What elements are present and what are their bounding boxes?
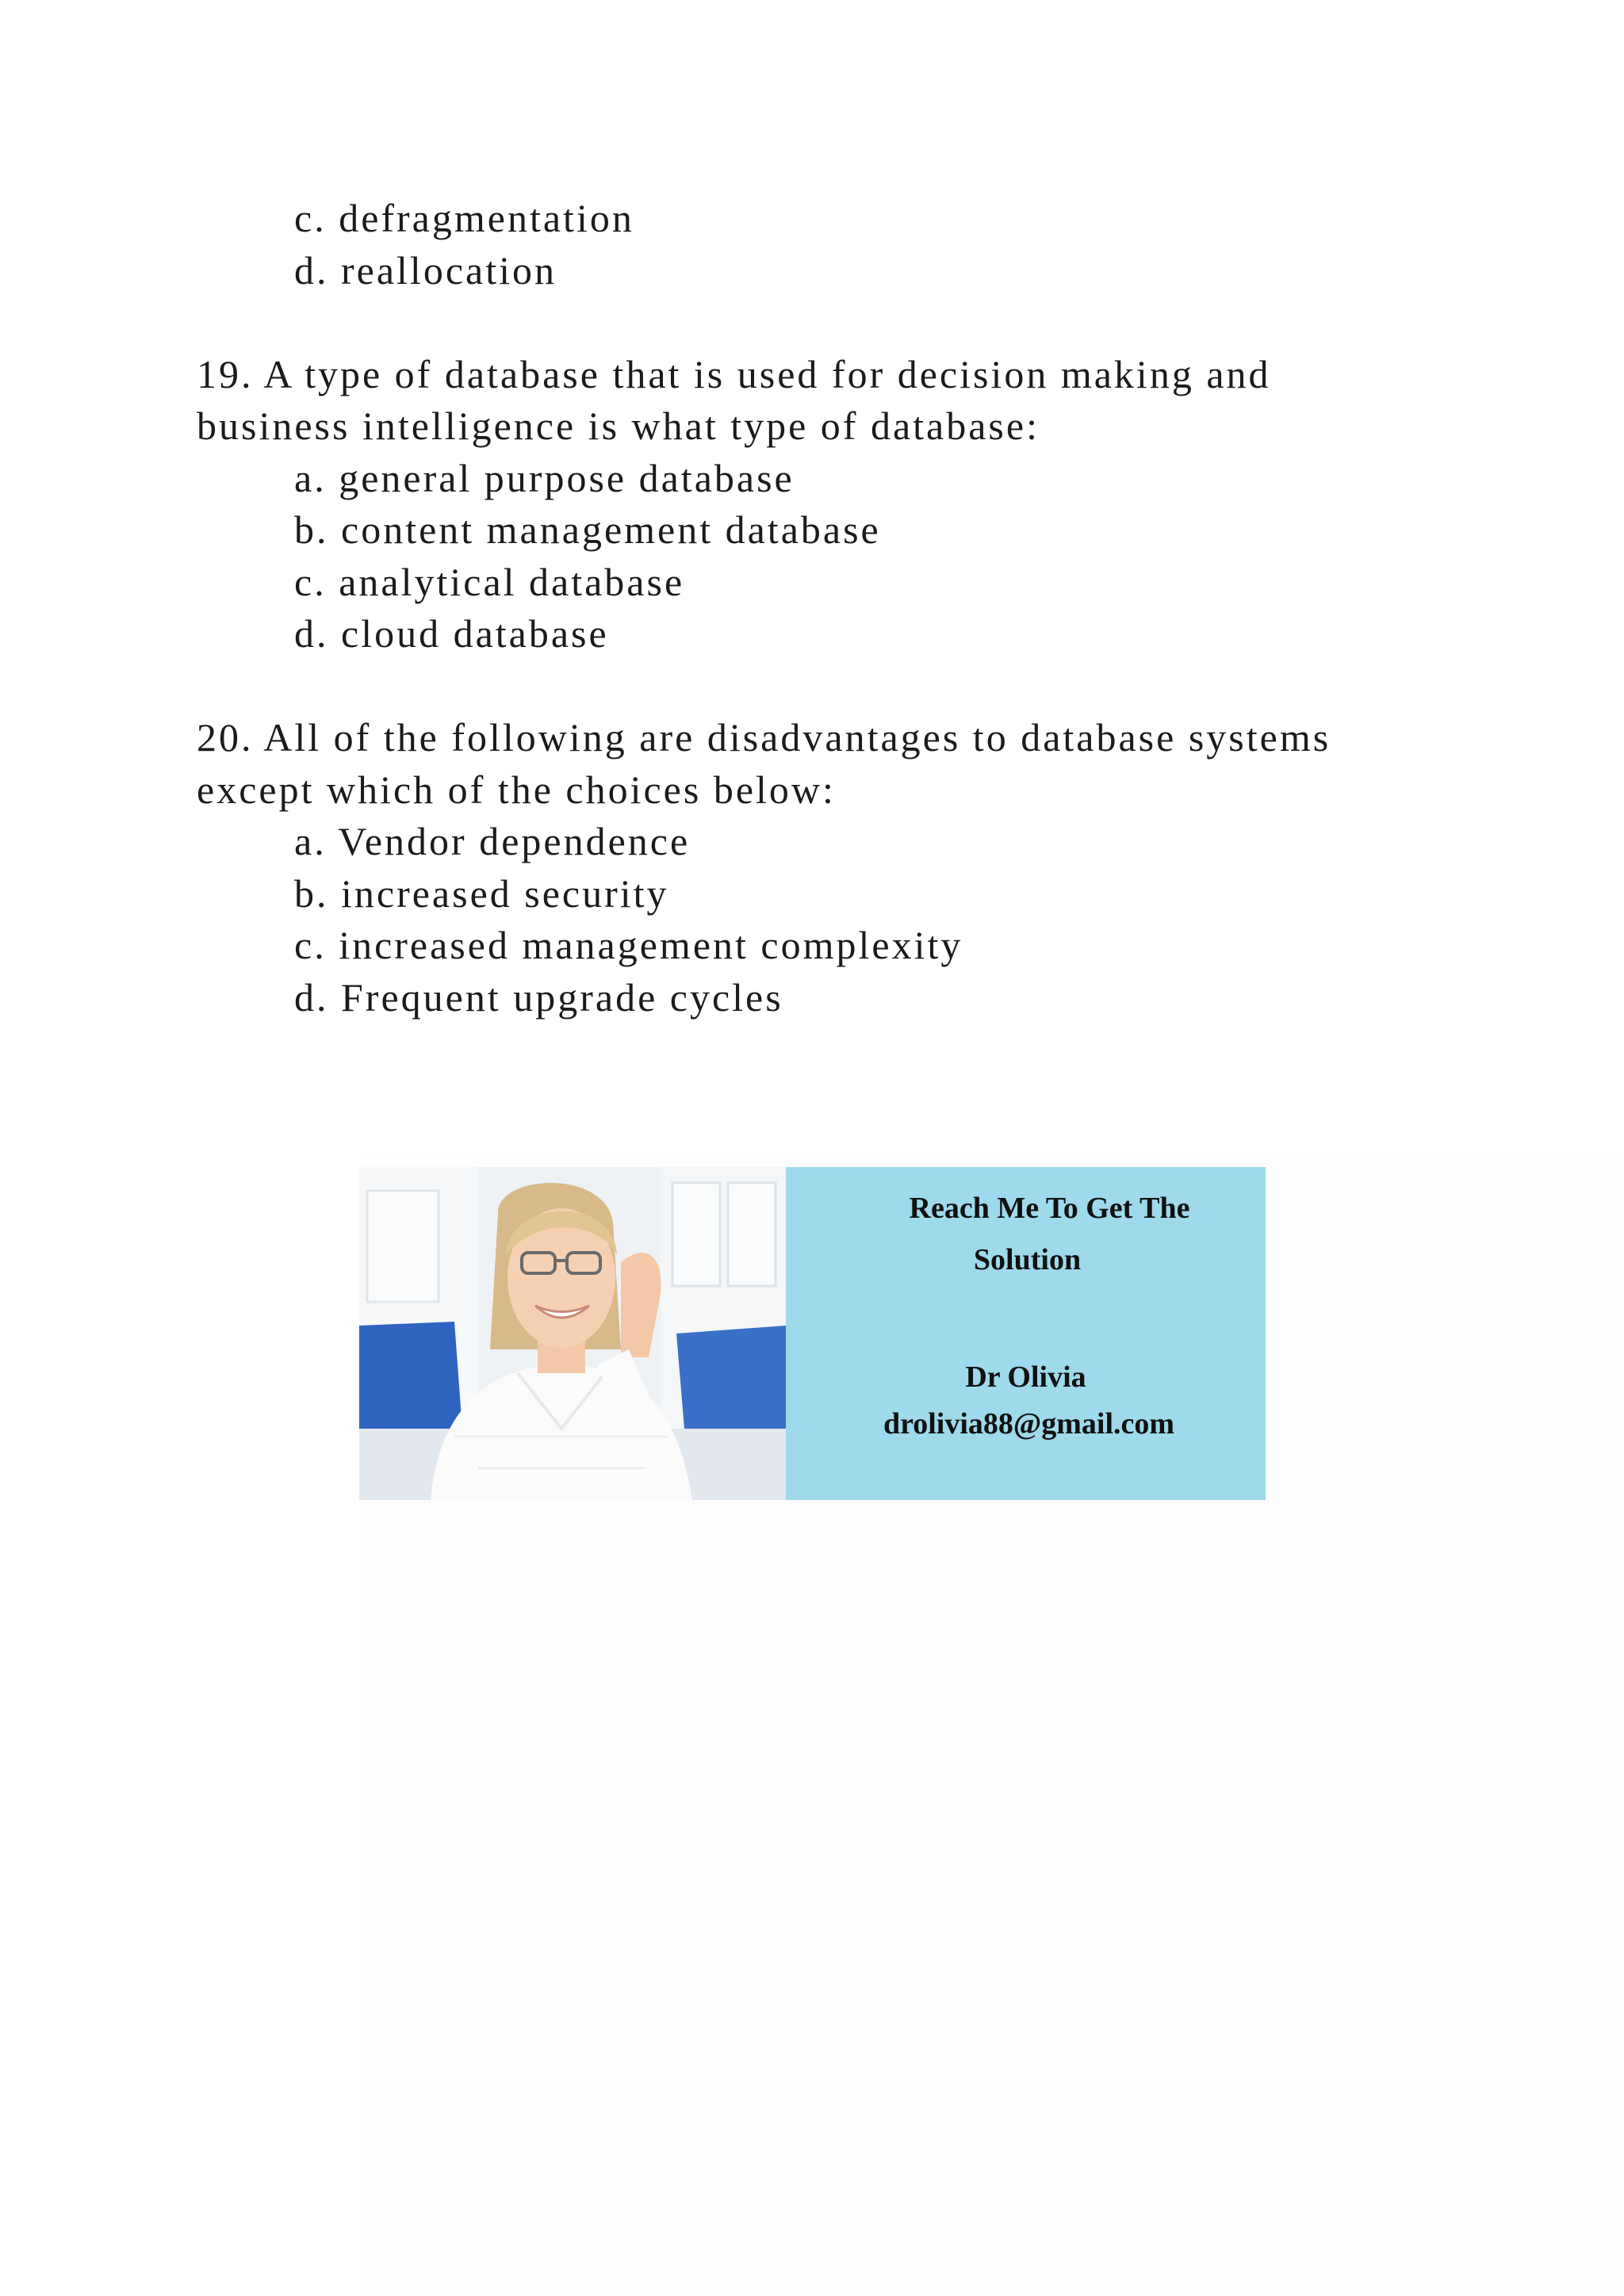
question-20-option-c: c. increased management complexity	[294, 923, 963, 967]
option-c-prev: c. defragmentation	[294, 196, 634, 240]
question-20-stem-line2: except which of the choices below:	[197, 767, 836, 812]
photo-illustration	[359, 1167, 786, 1500]
question-19-option-a: a. general purpose database	[294, 455, 795, 500]
question-19-option-d: d. cloud database	[294, 611, 609, 656]
spacer	[197, 660, 1545, 713]
question-20-option-b: b. increased security	[294, 871, 669, 916]
option-d-prev: d. reallocation	[294, 247, 557, 293]
question-20-stem-line1: 20. All of the following are disadvantages to database systems	[197, 715, 1331, 760]
woman-photo	[359, 1167, 786, 1500]
question-19-option-c: c. analytical database	[294, 559, 685, 604]
contact-email[interactable]: drolivia88@gmail.com	[883, 1407, 1175, 1441]
question-20-option-d: d. Frequent upgrade cycles	[294, 974, 783, 1020]
question-19-stem-line2: business intelligence is what type of database:	[197, 404, 1040, 448]
spacer	[197, 297, 1545, 349]
contact-name: Dr Olivia	[965, 1360, 1086, 1394]
question-19-stem-line1: 19. A type of database that is used for decision making and	[197, 351, 1271, 396]
question-text	[197, 193, 1545, 1024]
contact-panel	[786, 1167, 1266, 1500]
question-19-option-b: b. content management database	[294, 507, 881, 552]
contact-heading-line1: Reach Me To Get The	[909, 1192, 1190, 1225]
question-20-option-a: a. Vendor dependence	[294, 819, 691, 863]
contact-heading-line2: Solution	[973, 1243, 1082, 1276]
contact-banner	[359, 1167, 1266, 1500]
